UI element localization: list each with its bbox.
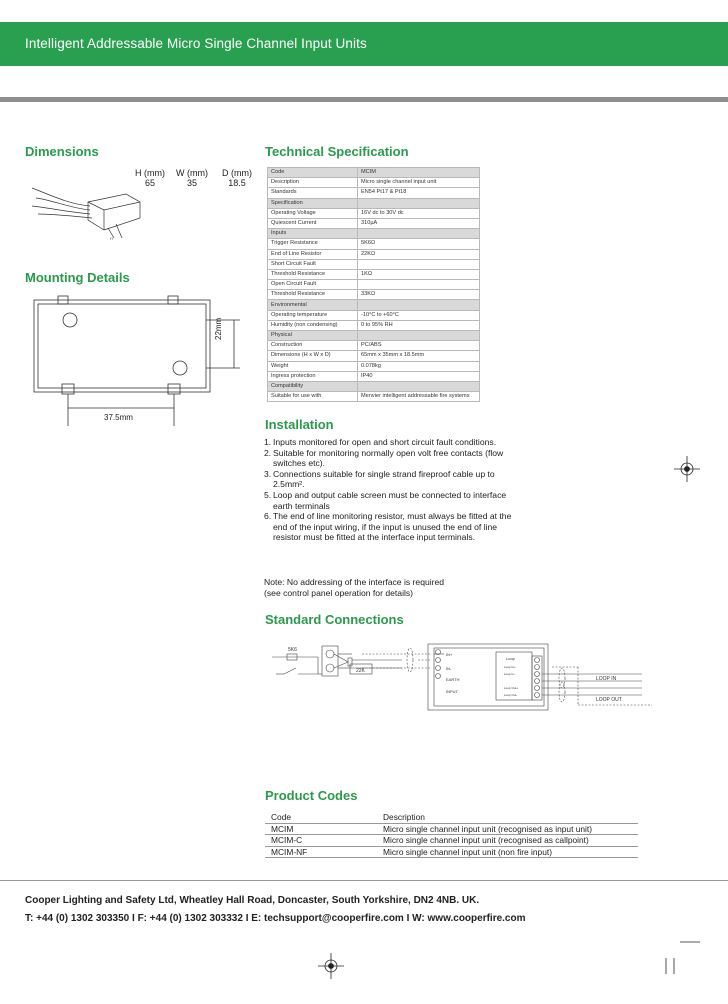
spec-key: Ingress protection bbox=[268, 371, 358, 381]
table-row bbox=[268, 310, 480, 320]
table-row bbox=[268, 361, 480, 371]
spec-key: Trigger Resistance bbox=[268, 239, 358, 249]
loop-in-plus-label: Loop In+ bbox=[504, 665, 516, 669]
spec-value: IP40 bbox=[358, 371, 480, 381]
product-codes-table bbox=[265, 812, 638, 858]
terminal-earth: EARTH bbox=[446, 677, 460, 682]
spec-value bbox=[358, 259, 480, 269]
table-row bbox=[268, 320, 480, 330]
spec-key: Physical bbox=[268, 331, 358, 341]
spec-key: Construction bbox=[268, 341, 358, 351]
spec-value: 22KΩ bbox=[358, 249, 480, 259]
spec-value: EN54 Pt17 & Pt18 bbox=[358, 188, 480, 198]
spec-key: Code bbox=[268, 168, 358, 178]
table-row bbox=[268, 188, 480, 198]
spec-value: 5K6Ω bbox=[358, 239, 480, 249]
table-row bbox=[268, 168, 480, 178]
note-line-1: Note: No addressing of the interface is required bbox=[264, 577, 445, 587]
spec-key: Description bbox=[268, 178, 358, 188]
loop-out-minus-label: Loop Out- bbox=[504, 693, 518, 697]
spec-value: 310µA bbox=[358, 218, 480, 228]
page-title: Intelligent Addressable Micro Single Channel Input Units bbox=[25, 36, 367, 51]
table-row bbox=[268, 229, 480, 239]
dimensions-table bbox=[130, 168, 260, 188]
spec-value: PC/ABS bbox=[358, 341, 480, 351]
note-line-2: (see control panel operation for details) bbox=[264, 587, 414, 598]
product-code: MCIM-C bbox=[265, 835, 377, 847]
product-code: MCIM bbox=[265, 823, 377, 835]
spec-value bbox=[358, 280, 480, 290]
table-row bbox=[265, 846, 638, 858]
table-row bbox=[268, 249, 480, 259]
product-code: MCIM-NF bbox=[265, 846, 377, 858]
connections-heading: Standard Connections bbox=[265, 612, 404, 627]
terminal-in-minus: IN- bbox=[446, 666, 452, 671]
install-item-6 bbox=[264, 511, 514, 543]
footer-address: Cooper Lighting and Safety Ltd, Wheatley Hall Road, Doncaster, South Yorkshire, DN2 4NB. UK. bbox=[25, 895, 480, 906]
spec-value: 33KΩ bbox=[358, 290, 480, 300]
installation-list bbox=[264, 437, 514, 543]
resistor-22k-label: 22K bbox=[356, 668, 365, 674]
table-row bbox=[268, 381, 480, 391]
install-item-text: Suitable for monitoring normally open volt free contacts (flow switches etc). bbox=[273, 447, 504, 469]
dim-header-d: D (mm) bbox=[222, 168, 252, 178]
spec-key: Specification bbox=[268, 198, 358, 208]
spec-key: Threshold Resistance bbox=[268, 269, 358, 279]
dim-header-w: W (mm) bbox=[176, 168, 208, 178]
spec-key: Short Circuit Fault bbox=[268, 259, 358, 269]
table-row bbox=[268, 371, 480, 381]
spec-value bbox=[358, 381, 480, 391]
footer-divider bbox=[0, 880, 728, 881]
table-row bbox=[268, 392, 480, 402]
spec-value bbox=[358, 331, 480, 341]
spec-key: Operating temperature bbox=[268, 310, 358, 320]
table-row bbox=[268, 178, 480, 188]
spec-value bbox=[358, 229, 480, 239]
table-row bbox=[265, 835, 638, 847]
table-row bbox=[265, 823, 638, 835]
spec-value: Micro single channel input unit bbox=[358, 178, 480, 188]
spec-value: -10°C to +60°C bbox=[358, 310, 480, 320]
loop-out-plus-label: Loop Out+ bbox=[504, 686, 519, 690]
mounting-heading: Mounting Details bbox=[25, 270, 130, 285]
table-row bbox=[268, 280, 480, 290]
product-description: Micro single channel input unit (recognised as callpoint) bbox=[377, 835, 638, 847]
table-row bbox=[268, 269, 480, 279]
table-row bbox=[268, 208, 480, 218]
dim-header-h: H (mm) bbox=[135, 168, 165, 178]
product-codes-header-row bbox=[265, 812, 638, 823]
spec-key: Threshold Resistance bbox=[268, 290, 358, 300]
install-item-number: 1. bbox=[264, 437, 272, 447]
spec-key: Weight bbox=[268, 361, 358, 371]
dimensions-heading: Dimensions bbox=[25, 144, 99, 159]
spec-key: Quiescent Current bbox=[268, 218, 358, 228]
spec-heading: Technical Specification bbox=[265, 144, 409, 159]
spec-value: Menvier intelligent addressable fire systems bbox=[358, 392, 480, 402]
resistor-5k6-label: 5K6 bbox=[288, 647, 297, 653]
mounting-diagram bbox=[30, 296, 245, 436]
code-header: Code bbox=[265, 812, 377, 823]
dim-value-d: 18.5 bbox=[228, 178, 246, 188]
table-row bbox=[268, 300, 480, 310]
loop-in-minus-label: Loop In- bbox=[504, 672, 516, 676]
spec-value: 0.078kg bbox=[358, 361, 480, 371]
description-header: Description bbox=[377, 812, 638, 823]
install-item-number: 5. bbox=[264, 489, 272, 500]
spec-value: 65mm x 35mm x 18.5mm bbox=[358, 351, 480, 361]
spec-value: 1KΩ bbox=[358, 269, 480, 279]
install-item-text: The end of line monitoring resistor, must always be fitted at the end of the input wiring, if the input is unused the end of line resistor must be fitted at the interface input terminals. bbox=[273, 511, 512, 543]
spec-key: Standards bbox=[268, 188, 358, 198]
spec-value bbox=[358, 300, 480, 310]
table-row bbox=[268, 351, 480, 361]
connection-diagram bbox=[262, 630, 662, 730]
spec-table bbox=[267, 167, 480, 402]
install-item-text: Loop and output cable screen must be connected to interface earth terminals bbox=[273, 489, 507, 511]
table-row bbox=[268, 290, 480, 300]
product-description: Micro single channel input unit (non fire input) bbox=[377, 846, 638, 858]
install-item-text: Connections suitable for single strand fireproof cable up to 2.5mm². bbox=[273, 468, 495, 490]
spec-value: MCIM bbox=[358, 168, 480, 178]
table-row bbox=[268, 331, 480, 341]
dim-value-h: 65 bbox=[144, 178, 155, 188]
spec-value bbox=[358, 198, 480, 208]
spec-value: 0 to 95% RH bbox=[358, 320, 480, 330]
install-item-number: 6. bbox=[264, 511, 272, 522]
table-row bbox=[268, 259, 480, 269]
spec-key: Humidity (non condensing) bbox=[268, 320, 358, 330]
crop-mark-icon bbox=[660, 938, 700, 974]
table-row bbox=[268, 341, 480, 351]
registration-mark-icon bbox=[674, 456, 700, 482]
install-item-5 bbox=[264, 490, 514, 511]
table-row bbox=[268, 198, 480, 208]
loop-in-label: LOOP IN bbox=[596, 676, 617, 682]
spec-key: End of Line Resistor bbox=[268, 249, 358, 259]
product-description: Micro single channel input unit (recognised as input unit) bbox=[377, 823, 638, 835]
installation-note bbox=[264, 577, 514, 598]
install-item-1 bbox=[264, 437, 514, 448]
spec-key: Compatibility bbox=[268, 381, 358, 391]
spec-key: Environmental bbox=[268, 300, 358, 310]
spec-key: Suitable for use with bbox=[268, 392, 358, 402]
install-item-number: 2. bbox=[264, 447, 272, 458]
title-banner bbox=[0, 22, 728, 66]
spec-key: Dimensions (H x W x D) bbox=[268, 351, 358, 361]
terminal-in-plus: IN+ bbox=[446, 652, 453, 657]
install-item-number: 3. bbox=[264, 468, 272, 479]
sketch-mark: H bbox=[110, 236, 113, 241]
install-item-3 bbox=[264, 469, 514, 490]
terminal-input: INPUT bbox=[446, 689, 458, 694]
spec-key: Operating Voltage bbox=[268, 208, 358, 218]
product-codes-heading: Product Codes bbox=[265, 788, 358, 803]
divider-bar bbox=[0, 97, 728, 102]
install-item-2 bbox=[264, 448, 514, 469]
loop-label: Loop bbox=[506, 656, 515, 661]
table-row bbox=[268, 239, 480, 249]
mounting-width-label: 37.5mm bbox=[104, 413, 133, 422]
mounting-height-label: 22mm bbox=[214, 317, 223, 340]
loop-out-label: LOOP OUT bbox=[596, 697, 622, 703]
registration-mark-icon bbox=[318, 953, 344, 979]
dim-value-w: 35 bbox=[186, 178, 197, 188]
installation-heading: Installation bbox=[265, 417, 334, 432]
spec-key: Open Circuit Fault bbox=[268, 280, 358, 290]
install-item-text: Inputs monitored for open and short circuit fault conditions. bbox=[273, 437, 497, 447]
footer-contact: T: +44 (0) 1302 303350 I F: +44 (0) 1302 303332 I E: techsupport@cooperfire.com I W: www.cooperfire.com bbox=[25, 913, 526, 924]
spec-value: 16V dc to 30V dc bbox=[358, 208, 480, 218]
device-sketch bbox=[28, 180, 148, 250]
spec-key: Inputs bbox=[268, 229, 358, 239]
table-row bbox=[268, 218, 480, 228]
